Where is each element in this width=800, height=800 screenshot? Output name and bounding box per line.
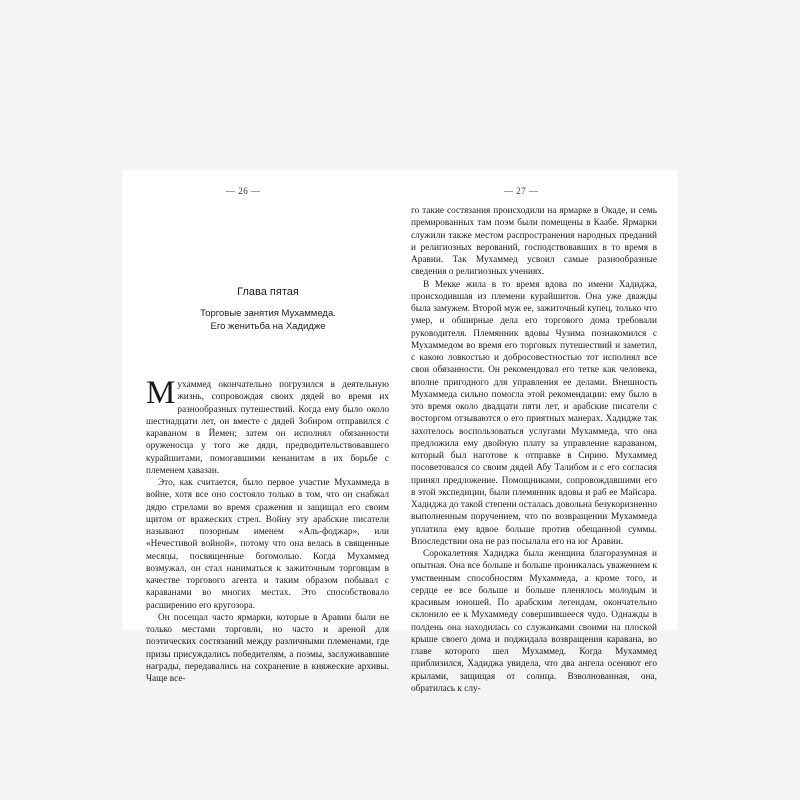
chapter-subtitle-line-1: Торговые занятия Мухаммеда. [200, 308, 336, 319]
right-page-number: — 27 — [504, 186, 539, 196]
chapter-title: Глава пятая [237, 286, 299, 298]
left-paragraph-2: Это, как считается, было первое участие Мухаммеда в войне, хотя все оно состояло только в том, что он снабжал дядю стрелами во время сражения и защищал его своим щитом от вражеских стрел. Войну эту арабские писатели называют позорным именем «Аль-фоджар», или «Нечестивой войной», потому что она велась в священные месяцы, посвященные богомолью. Когда Мухаммед возмужал, он стал наниматься к зажиточным торговцам в качестве торгового агента и таким образом побывал с караванами во многих местах. Это способствовало расширению его кругозора. [146, 478, 389, 611]
right-page-text [411, 205, 657, 695]
chapter-heading [148, 286, 388, 333]
left-page-text [146, 375, 389, 685]
left-paragraph-1 [146, 375, 389, 477]
right-paragraph-1: го такие состязания происходили на ярмарке в Окаде, и семь премированных там поэм были помещены в Каабе. Ярмарки служили также местом распространения народных преданий и религиозных верований, господствовавших в то время в Аравии. Так Мухаммед усвоил самые разнообразные сведения о религиозных учениях. [411, 206, 657, 278]
drop-cap: М [146, 375, 176, 411]
right-paragraph-3: Сорокалетняя Хадиджа была женщина благоразумная и опытная. Она все больше и больше проникалась уважением к умственным способностям Мухаммеда, а кроме того, и сердце ее все больше и больше пленялось молодым и красивым юношей. По арабским легендам, окончательно склонило ее к Мухаммеду совершившееся чудо. Однажды в полдень она находилась со служанками своими на плоской крыше своего дома и поджидала возвращения каравана, во главе которого шел Мухаммед. Когда Мухаммед приблизился, Хадиджа увидела, что два ангела осеняют его крылами, защищая от солнца. Взволнованная, она, обратилась к слу- [411, 549, 657, 694]
left-paragraph-1-text: ухаммед окончательно погрузился в деятельную жизнь, сопровождая своих дядей во время их разнообразных путешествий. Когда ему было около шестнадцати лет, он вместе с дядей Зобиром отправился с караваном в Йемен; затем он исполнял обязанности оруженосца у того же дяди, предводительствовавшего курайшитами, помогавшими кенанитам в их борьбе с племенем хавазан. [146, 380, 389, 476]
chapter-subtitle-line-2: Его женитьба на Хадидже [210, 321, 326, 332]
left-paragraph-3: Он посещал часто ярмарки, которые в Аравии были не только местами торговли, но часто и ареной для поэтических состязаний между различными племенами, где призы присуждались победителям, а поэмы, заслуживавшие награды, передавались на сохранение в княжеские архивы. Чаще все- [146, 612, 389, 684]
left-page-number: — 26 — [226, 186, 261, 196]
right-paragraph-2: В Мекке жила в то время вдова по имени Хадиджа, происходившая из племени курайшитов. Она уже дважды была замужем. Второй муж ее, зажиточный купец, только что умер, и обширные дела его торгового дома требовали руководителя. Племянник вдовы Чузима познакомился с Мухаммедом во время его торговых путешествий и заметил, с какою ловкостью и добросовестностью тот исполнял все свои обязанности. Он рекомендовал его тетке как человека, вполне пригодного для управления ее делами. Внешность Мухаммеда сильно помогла этой рекомендации: ему было в это время около двадцати пяти лет, и арабские писатели с восторгом отзываются о его приятных манерах. Хадидже так захотелось воспользоваться услугами Мухаммеда, что она предложила ему двойную плату за управление караваном, который был наготове к отправке в Сирию. Мухаммед посоветовался со своим дядей Абу Талибом и с его согласия принял предложение. Помощниками, сопровождавшими его в этой экспедиции, были племянник вдовы и раб ее Майсара. Хадиджа до такой степени осталась довольна безукоризненно выполненным поручением, что по возвращении Мухаммеда уплатила ему вдвое больше против обещанной суммы. Впоследствии она не раз посылала его на юг Аравии. [411, 279, 657, 547]
